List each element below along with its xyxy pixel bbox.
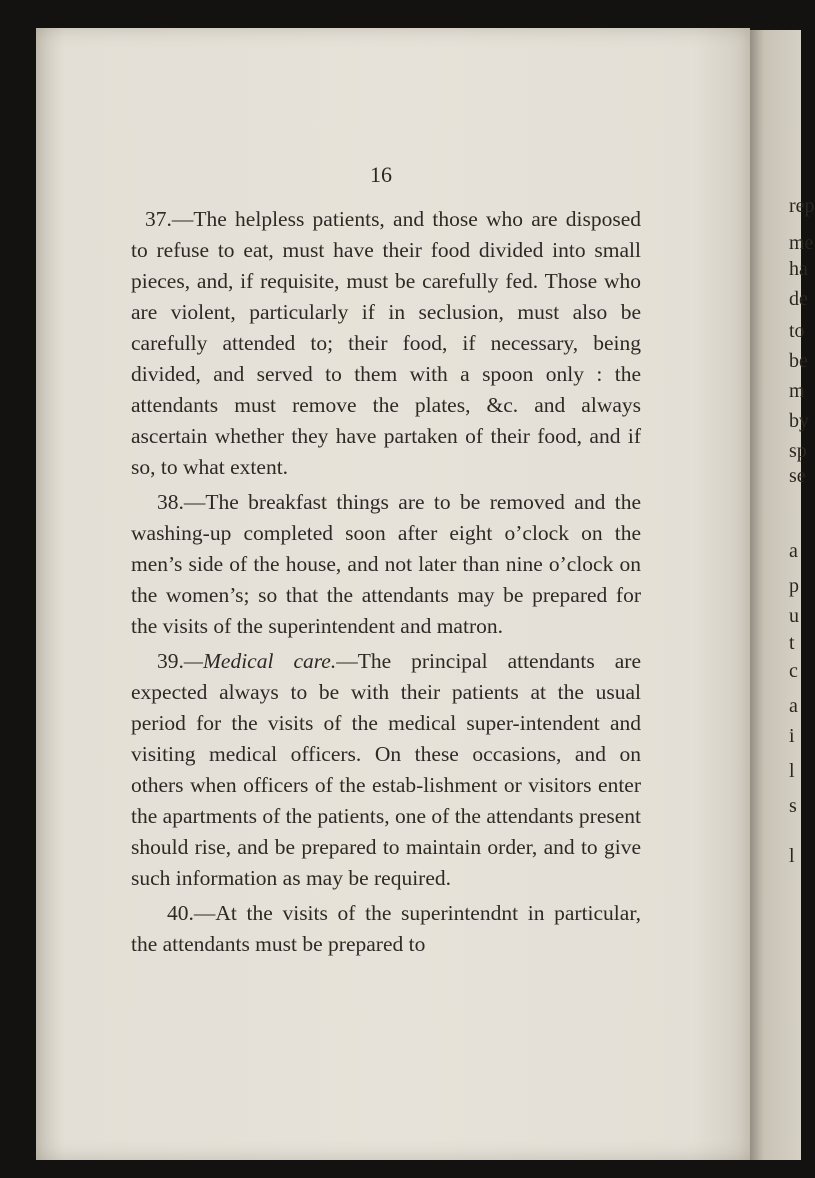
facing-page-fragment: m xyxy=(789,380,805,402)
facing-page-fragment: p xyxy=(789,575,799,597)
facing-page-fragment: a xyxy=(789,695,798,717)
facing-page-fragment: l xyxy=(789,760,795,782)
paragraph-text: —The principal attendants are expected always to be with their patients at the usual period for the visits of the medical super-intendent and visiting medical officers. On these occasions, and on others when officers of the estab-lishment or visitors enter the apartments of the patients, one of the attendants present should rise, and be prepared to maintain order, and to give such information as may be required. xyxy=(131,649,641,890)
facing-page-fragment: by xyxy=(789,410,809,432)
paragraph-text: —The helpless patients, and those who are disposed to refuse to eat, must have their food divided into small pieces, and, if requisite, must be carefully fed. Those who are violent, particularly if in seclusion, must also be carefully attended to; their food, if necessary, being divided, and served to them with a spoon only : the attendants must remove the plates, &c. and always ascertain whether they have partaken of their food, and if so, to what extent. xyxy=(131,207,641,479)
facing-page-fragment: ha xyxy=(789,258,808,280)
facing-page-fragment: l xyxy=(789,845,795,867)
paragraph-39 xyxy=(131,646,641,894)
facing-page-fragment: s xyxy=(789,795,797,817)
facing-page-fragment: t xyxy=(789,632,795,654)
facing-page-fragment: sp xyxy=(789,440,807,462)
facing-page-fragment: i xyxy=(789,725,795,747)
facing-page-fragment: u xyxy=(789,605,799,627)
facing-page-fragment: to xyxy=(789,320,805,342)
paragraph-number: 37. xyxy=(145,207,172,231)
paragraph-text: —At the visits of the superintendnt in particular, the attendants must be prepared to xyxy=(131,901,641,956)
page-number: 16 xyxy=(370,162,392,187)
facing-page-fragment: me xyxy=(789,232,814,254)
paragraph-40 xyxy=(131,898,641,960)
paragraph-38 xyxy=(131,487,641,642)
paragraph-37 xyxy=(131,204,641,483)
paragraph-number: 40. xyxy=(167,901,194,925)
facing-page-fragment: rep xyxy=(789,195,815,217)
paragraph-text: —The breakfast things are to be removed and the washing-up completed soon after eight o’clock on the men’s side of the house, and not later than nine o’clock on the women’s; so that the attendants may be prepared for the visits of the superintendent and matron. xyxy=(131,490,641,638)
paragraph-heading: —Medical care. xyxy=(183,649,337,673)
facing-page-fragment: a xyxy=(789,540,798,562)
facing-page-fragment: be xyxy=(789,350,808,372)
facing-page-fragment: c xyxy=(789,660,798,682)
facing-page-fragment: de xyxy=(789,288,808,310)
facing-page-fragment: se xyxy=(789,465,806,487)
paragraph-number: 39. xyxy=(157,649,184,673)
page-body xyxy=(131,204,641,964)
paragraph-number: 38. xyxy=(157,490,184,514)
